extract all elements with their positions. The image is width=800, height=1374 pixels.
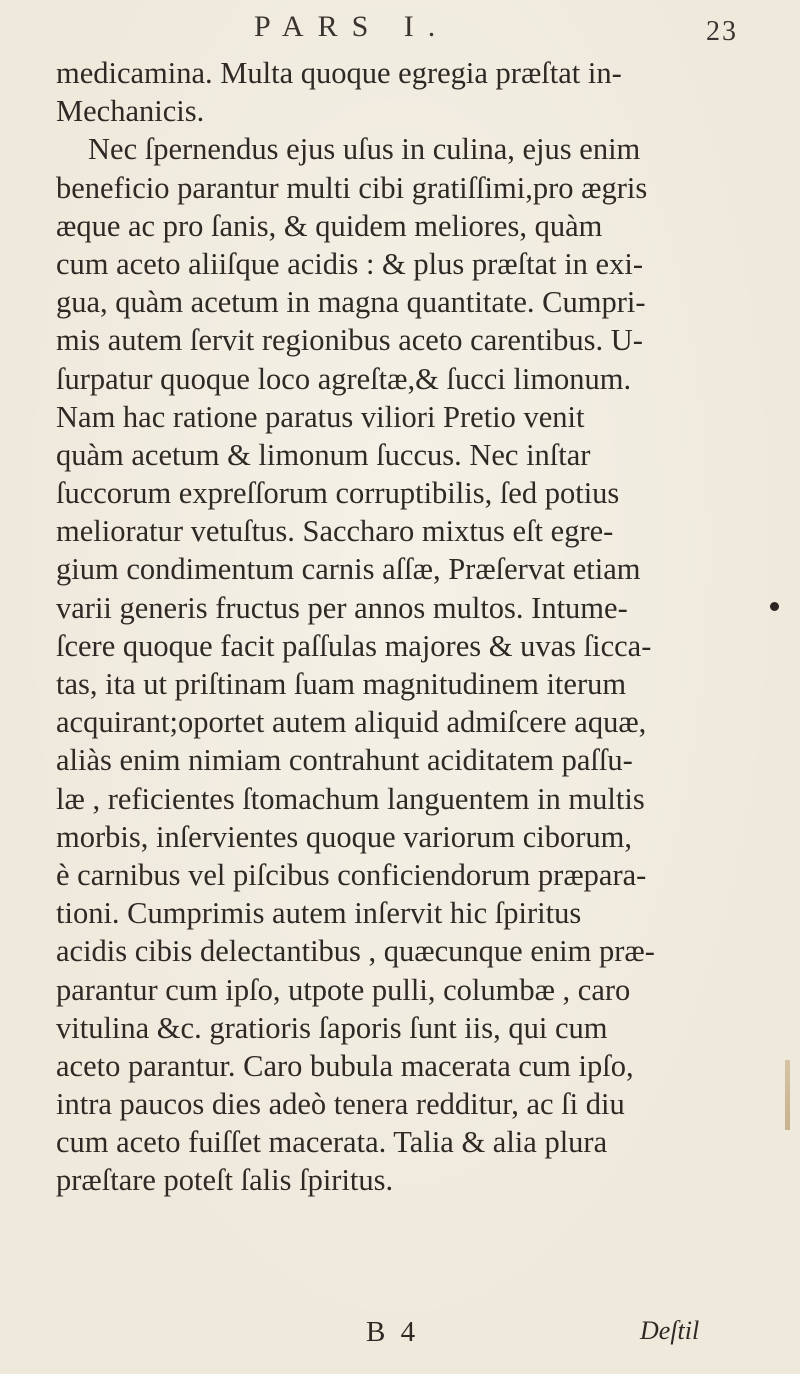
text-line: aliàs enim nimiam contrahunt aciditatem paſſu- <box>56 743 633 778</box>
text-line: cum aceto fuiſſet macerata. Talia & alia plura <box>56 1125 608 1160</box>
text-line: tas, ita ut priſtinam ſuam magnitudinem iterum <box>56 667 627 701</box>
catchword: Deſtil <box>640 1316 700 1345</box>
margin-ink-dot <box>770 602 779 611</box>
edge-stain <box>785 1060 790 1130</box>
text-line: ſurpatur quoque loco agreſtæ,& ſucci limonum. <box>56 361 632 396</box>
text-line: parantur cum ipſo, utpote pulli, columbæ , caro <box>56 972 631 1007</box>
text-line: cum aceto aliiſque acidis : & plus præſtat in exi- <box>56 246 643 281</box>
text-line: ſcere quoque facit paſſulas majores & uvas ſicca- <box>56 628 652 663</box>
signature-mark: B 4 <box>366 1316 420 1348</box>
text-line: varii generis fructus per annos multos. Intume- <box>56 590 628 625</box>
running-head <box>0 10 800 50</box>
text-line: læ , reficientes ſtomachum languentem in multis <box>56 781 645 816</box>
text-line: vitulina &c. gratioris ſaporis ſunt iis, qui cum <box>56 1010 608 1045</box>
text-line: ſuccorum expreſſorum corruptibilis, ſed potius <box>56 476 620 511</box>
text-line: acidis cibis delectantibus , quæcunque enim præ- <box>56 934 655 969</box>
text-line: Nec ſpernendus ejus uſus in culina, ejus enim <box>88 132 641 167</box>
page-number: 23 <box>706 16 738 47</box>
body-text <box>56 54 772 1200</box>
text-line: è carnibus vel piſcibus conficiendorum præpara- <box>56 857 647 892</box>
text-line: mis autem ſervit regionibus aceto carentibus. U- <box>56 323 643 358</box>
text-line: æque ac pro ſanis, & quidem meliores, quàm <box>56 208 603 243</box>
text-line: præſtare poteſt ſalis ſpiritus. <box>56 1163 394 1198</box>
text-line: medicamina. Multa quoque egregia præſtat in- <box>56 56 622 90</box>
text-line: morbis, inſervientes quoque variorum ciborum, <box>56 819 632 854</box>
text-line: aceto parantur. Caro bubula macerata cum ipſo, <box>56 1048 634 1083</box>
text-line: intra paucos dies adeò tenera redditur, ac ſi diu <box>56 1087 625 1122</box>
text-line: quàm acetum & limonum ſuccus. Nec inſtar <box>56 437 591 472</box>
text-line: melioratur vetuſtus. Saccharo mixtus eſt egre- <box>56 514 614 549</box>
text-line: acquirant;oportet autem aliquid admiſcere aquæ, <box>56 705 647 740</box>
text-line: gium condimentum carnis aſſæ, Præſervat etiam <box>56 552 641 587</box>
text-line: beneficio parantur multi cibi gratiſſimi,pro ægris <box>56 170 648 205</box>
page-footer <box>0 1316 800 1360</box>
text-line: tioni. Cumprimis autem inſervit hic ſpiritus <box>56 896 582 931</box>
text-line: gua, quàm acetum in magna quantitate. Cumpri- <box>56 285 646 320</box>
running-title: PARS I. <box>254 10 450 43</box>
text-line: Mechanicis. <box>56 94 205 129</box>
text-line: Nam hac ratione paratus viliori Pretio venit <box>56 399 585 434</box>
